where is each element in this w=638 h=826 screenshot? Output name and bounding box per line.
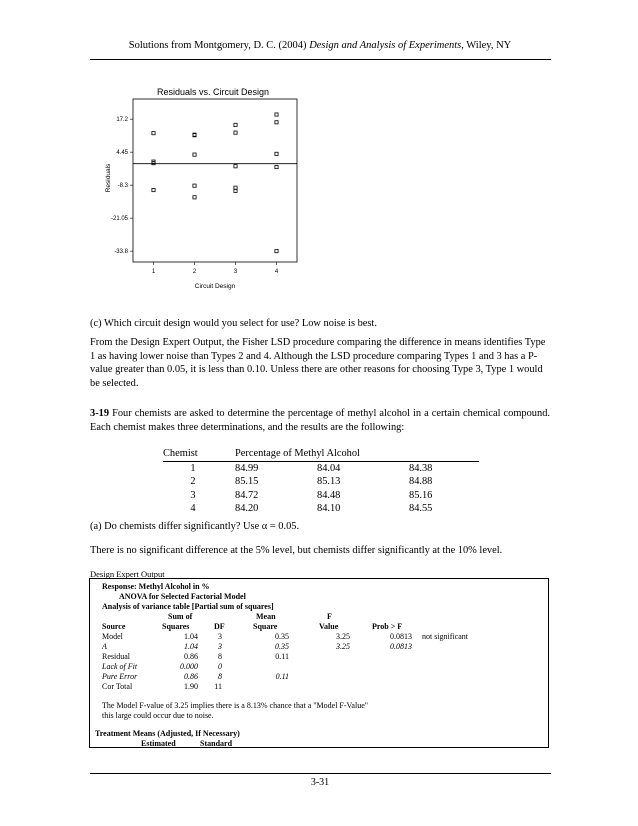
x-axis-label: Circuit Design — [194, 283, 236, 290]
hdr-df: DF — [214, 622, 225, 631]
part-a-answer: There is no significant difference at the 5% level, but chemists differ significantly at the 10% level. — [90, 545, 503, 556]
percentage-value: 84.20 — [235, 503, 259, 515]
chart-title: Residuals vs. Circuit Design — [156, 87, 270, 97]
residual-point — [275, 165, 278, 168]
part-a-question: (a) Do chemists differ significantly? Use α = 0.05. — [90, 521, 300, 532]
residuals-chart — [88, 82, 328, 300]
residual-point — [193, 153, 196, 156]
anova-df: 0 — [218, 662, 222, 671]
anova-source: Residual — [102, 652, 130, 661]
anova-ms: 0.11 — [275, 672, 289, 681]
residual-point — [193, 184, 196, 187]
percentage-value: 84.99 — [235, 462, 259, 474]
chemist-id: 1 — [190, 462, 196, 474]
plot-frame — [133, 99, 297, 262]
percentage-value: 84.04 — [317, 462, 341, 474]
chemist-id: 2 — [190, 476, 196, 488]
x-tick-label: 4 — [274, 269, 279, 275]
hdr-squares: Squares — [162, 622, 190, 631]
problem-text: Four chemists are asked to determine the percentage of methyl alcohol in a certain chemical compound. Each chemist makes three determinations, and the results are the following: — [90, 408, 550, 433]
output-note-1: The Model F-value of 3.25 implies there is a 8.13% chance that a "Model F-Value" — [102, 701, 369, 710]
output-anova-title: ANOVA for Selected Factorial Model — [119, 592, 246, 601]
hdr-prob: Prob > F — [372, 622, 403, 631]
y-axis-label: Residuals — [105, 163, 112, 193]
anova-ss: 1.90 — [184, 682, 198, 691]
y-tick-label: -33.8 — [114, 249, 128, 256]
anova-ms: 0.11 — [275, 652, 289, 661]
anova-f: 3.25 — [336, 642, 350, 651]
anova-ss: 0.000 — [180, 662, 198, 671]
x-tick-label: 1 — [151, 269, 156, 275]
header-prefix: Solutions from Montgomery, D. C. (2004) — [128, 40, 310, 51]
treat-hdr-standard: Standard — [200, 739, 233, 748]
anova-note: not significant — [422, 632, 468, 641]
output-note-2: this large could occur due to noise. — [102, 711, 214, 720]
hdr-mean: Mean — [256, 612, 276, 621]
chemist-row — [163, 489, 479, 503]
anova-source: Cor Total — [102, 682, 133, 691]
y-tick-label: -21.05 — [110, 216, 128, 223]
design-expert-output — [89, 578, 549, 748]
anova-ss: 1.04 — [184, 642, 198, 651]
problem-number: 3-19 — [90, 408, 110, 419]
residual-point — [275, 152, 278, 155]
percentage-value: 84.72 — [235, 489, 259, 501]
chemist-col-header: Chemist — [163, 447, 223, 461]
percentage-value: 85.13 — [317, 476, 341, 488]
page-number: 3-31 — [310, 777, 330, 788]
chemist-row — [163, 461, 479, 475]
treat-hdr-estimated: Estimated — [141, 739, 176, 748]
problem-statement — [90, 407, 550, 434]
hdr-f: F — [327, 612, 332, 621]
anova-source: Pure Error — [102, 672, 138, 681]
percentage-col-header: Percentage of Methyl Alcohol — [223, 447, 479, 461]
output-response: Response: Methyl Alcohol in % — [102, 582, 210, 591]
residual-point — [193, 196, 196, 199]
header-rule — [90, 59, 551, 60]
anova-ms: 0.35 — [275, 642, 289, 651]
y-tick-label: 17.2 — [116, 117, 128, 124]
anova-df: 11 — [214, 682, 222, 691]
anova-ms: 0.35 — [275, 632, 289, 641]
percentage-value: 84.48 — [317, 489, 341, 501]
anova-df: 8 — [218, 672, 222, 681]
anova-p: 0.0813 — [390, 642, 412, 651]
x-tick-label: 3 — [233, 269, 238, 275]
percentage-value: 84.10 — [317, 503, 341, 515]
header-suffix: , Wiley, NY — [461, 40, 512, 51]
percentage-value: 84.55 — [409, 503, 433, 515]
anova-f: 3.25 — [336, 632, 350, 641]
output-label: Design Expert Output — [90, 569, 165, 579]
residual-point — [234, 123, 237, 126]
anova-df: 3 — [218, 642, 222, 651]
residual-point — [275, 250, 278, 253]
residual-point — [152, 188, 155, 191]
running-header — [90, 40, 550, 51]
y-tick-label: 4.45 — [116, 150, 128, 157]
chemist-table — [163, 447, 479, 516]
residual-point — [234, 165, 237, 168]
anova-ss: 0.86 — [184, 672, 198, 681]
residual-point — [152, 132, 155, 135]
anova-source: A — [102, 642, 107, 651]
chemist-row — [163, 502, 479, 516]
chemist-id: 4 — [190, 503, 196, 515]
anova-df: 3 — [218, 632, 222, 641]
percentage-value: 84.88 — [409, 476, 433, 488]
residual-point — [275, 121, 278, 124]
header-book-title: Design and Analysis of Experiments — [309, 40, 462, 51]
y-tick-label: -8.3 — [117, 183, 128, 190]
residual-point — [234, 131, 237, 134]
hdr-square: Square — [253, 622, 278, 631]
chemist-id: 3 — [190, 489, 196, 501]
percentage-value: 84.38 — [409, 462, 433, 474]
hdr-value: Value — [319, 622, 339, 631]
hdr-sum-of: Sum of — [168, 612, 193, 621]
anova-p: 0.0813 — [390, 632, 412, 641]
x-tick-label: 2 — [192, 269, 197, 275]
output-table-title: Analysis of variance table [Partial sum of squares] — [102, 602, 274, 611]
part-c-answer: From the Design Expert Output, the Fisher LSD procedure comparing the difference in means identifies Type 1 as having lower noise than Types 2 and 4. Although the LSD procedure comparing Types 1 and 3 has a P-value greater than 0.05, it is less than 0.10. Unless there are other reasons for choosing Type 3, Type 1 would be selected. — [90, 337, 546, 389]
residual-point — [275, 113, 278, 116]
anova-df: 8 — [218, 652, 222, 661]
chemist-row — [163, 475, 479, 489]
anova-ss: 1.04 — [184, 632, 198, 641]
percentage-value: 85.15 — [235, 476, 259, 488]
chemist-table-header — [163, 447, 479, 461]
hdr-source: Source — [102, 622, 126, 631]
anova-source: Lack of Fit — [102, 662, 138, 671]
part-c-question: (c) Which circuit design would you select for use? Low noise is best. — [90, 318, 377, 329]
anova-ss: 0.86 — [184, 652, 198, 661]
anova-source: Model — [102, 632, 123, 641]
percentage-value: 85.16 — [409, 489, 433, 501]
treatment-means-title: Treatment Means (Adjusted, If Necessary) — [95, 729, 240, 738]
footer-rule — [90, 773, 551, 774]
